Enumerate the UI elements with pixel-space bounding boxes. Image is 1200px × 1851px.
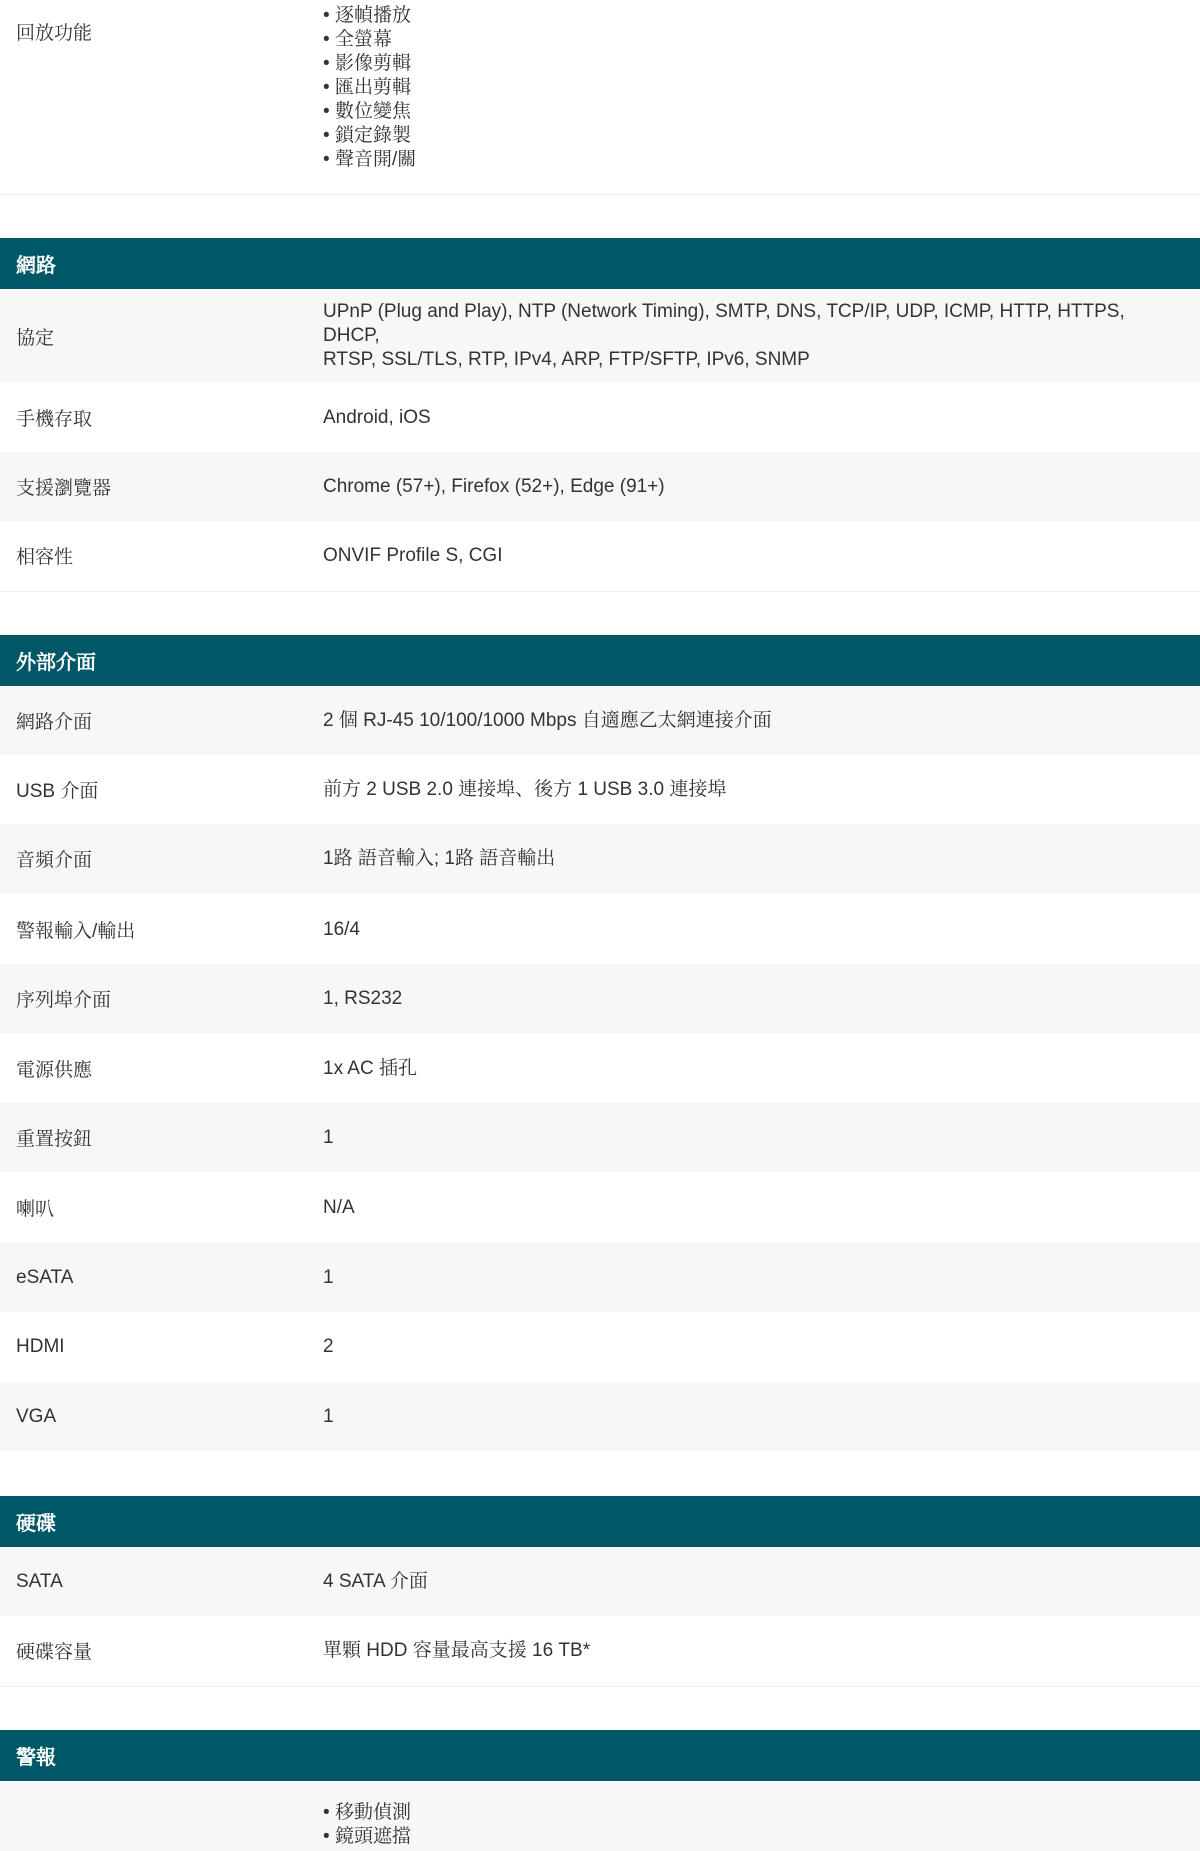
row-label: eSATA	[16, 1266, 74, 1288]
divider	[0, 194, 1200, 195]
row-label: 警報輸入/輸出	[16, 921, 136, 942]
row-value: 2	[323, 1335, 334, 1357]
row-value: 16/4	[323, 918, 360, 940]
row-label: 網路介面	[16, 712, 93, 733]
row-label: 重置按鈕	[16, 1129, 93, 1150]
row-value-line: UPnP (Plug and Play), NTP (Network Timing), SMTP, DNS, TCP/IP, UDP, ICMP, HTTP, HTTPS, DHCP,	[323, 301, 1125, 346]
section-header-alarm: 警報	[0, 1730, 1200, 1781]
row-value: 1路 語音輸入; 1路 語音輸出	[323, 847, 556, 869]
table-row	[0, 686, 1200, 755]
table-row	[0, 755, 1200, 824]
table-row	[0, 1312, 1200, 1381]
alarm-section	[0, 1781, 1200, 1851]
row-label: SATA	[16, 1570, 63, 1592]
table-row	[0, 895, 1200, 964]
row-value: ONVIF Profile S, CGI	[323, 544, 503, 566]
table-row	[0, 824, 1200, 893]
table-row	[0, 383, 1200, 452]
row-label: 電源供應	[16, 1060, 93, 1081]
row-value: 1	[323, 1266, 334, 1288]
section-header-disk: 硬碟	[0, 1496, 1200, 1547]
row-label: 音頻介面	[16, 850, 93, 871]
table-row	[0, 1103, 1200, 1172]
row-label: 硬碟容量	[16, 1642, 93, 1663]
list-item: • 聲音開/關	[323, 148, 416, 172]
table-row	[0, 1034, 1200, 1103]
table-row	[0, 1547, 1200, 1616]
row-value: Chrome (57+), Firefox (52+), Edge (91+)	[323, 475, 665, 497]
row-label: HDMI	[16, 1335, 65, 1357]
playback-list	[323, 4, 416, 172]
section-header-network: 網路	[0, 238, 1200, 289]
list-item: • 鎖定錄製	[323, 124, 416, 148]
row-value: 單顆 HDD 容量最高支援 16 TB*	[323, 1639, 591, 1661]
table-row	[0, 289, 1200, 383]
table-row	[0, 521, 1200, 590]
table-row	[0, 1382, 1200, 1451]
playback-label: 回放功能	[16, 23, 93, 44]
row-label: 支援瀏覽器	[16, 478, 112, 499]
list-item: • 移動偵測	[323, 1801, 411, 1825]
table-row	[0, 1243, 1200, 1312]
row-value: 4 SATA 介面	[323, 1570, 428, 1592]
row-value: Android, iOS	[323, 406, 431, 428]
row-value: 1	[323, 1405, 334, 1427]
row-label: 喇叭	[16, 1199, 55, 1220]
list-item: • 匯出剪輯	[323, 76, 416, 100]
list-item: • 數位變焦	[323, 100, 416, 124]
row-label: 相容性	[16, 547, 74, 568]
section-header-external: 外部介面	[0, 635, 1200, 686]
row-value: 1, RS232	[323, 987, 403, 1009]
table-row	[0, 1616, 1200, 1685]
list-item: • 全螢幕	[323, 28, 416, 52]
row-label: 手機存取	[16, 409, 93, 430]
row-value: 前方 2 USB 2.0 連接埠、後方 1 USB 3.0 連接埠	[323, 778, 727, 800]
row-value: 2 個 RJ-45 10/100/1000 Mbps 自適應乙太網連接介面	[323, 709, 772, 731]
row-label: 協定	[16, 327, 55, 349]
table-row	[0, 964, 1200, 1033]
table-row	[0, 452, 1200, 521]
row-label: USB 介面	[16, 781, 99, 802]
playback-section	[0, 0, 1200, 196]
row-label: 序列埠介面	[16, 990, 112, 1011]
row-value: 1x AC 插孔	[323, 1057, 417, 1079]
divider	[0, 1686, 1200, 1687]
row-value	[323, 300, 1184, 372]
row-value-line: RTSP, SSL/TLS, RTP, IPv4, ARP, FTP/SFTP, IPv6, SNMP	[323, 349, 810, 370]
list-item: • 鏡頭遮擋	[323, 1825, 411, 1849]
list-item: • 逐幀播放	[323, 4, 416, 28]
row-value: N/A	[323, 1196, 355, 1218]
table-row	[0, 1173, 1200, 1242]
list-item: • 影像剪輯	[323, 52, 416, 76]
row-label: VGA	[16, 1405, 57, 1427]
divider	[0, 591, 1200, 592]
alarm-list	[323, 1801, 411, 1849]
row-value: 1	[323, 1126, 334, 1148]
